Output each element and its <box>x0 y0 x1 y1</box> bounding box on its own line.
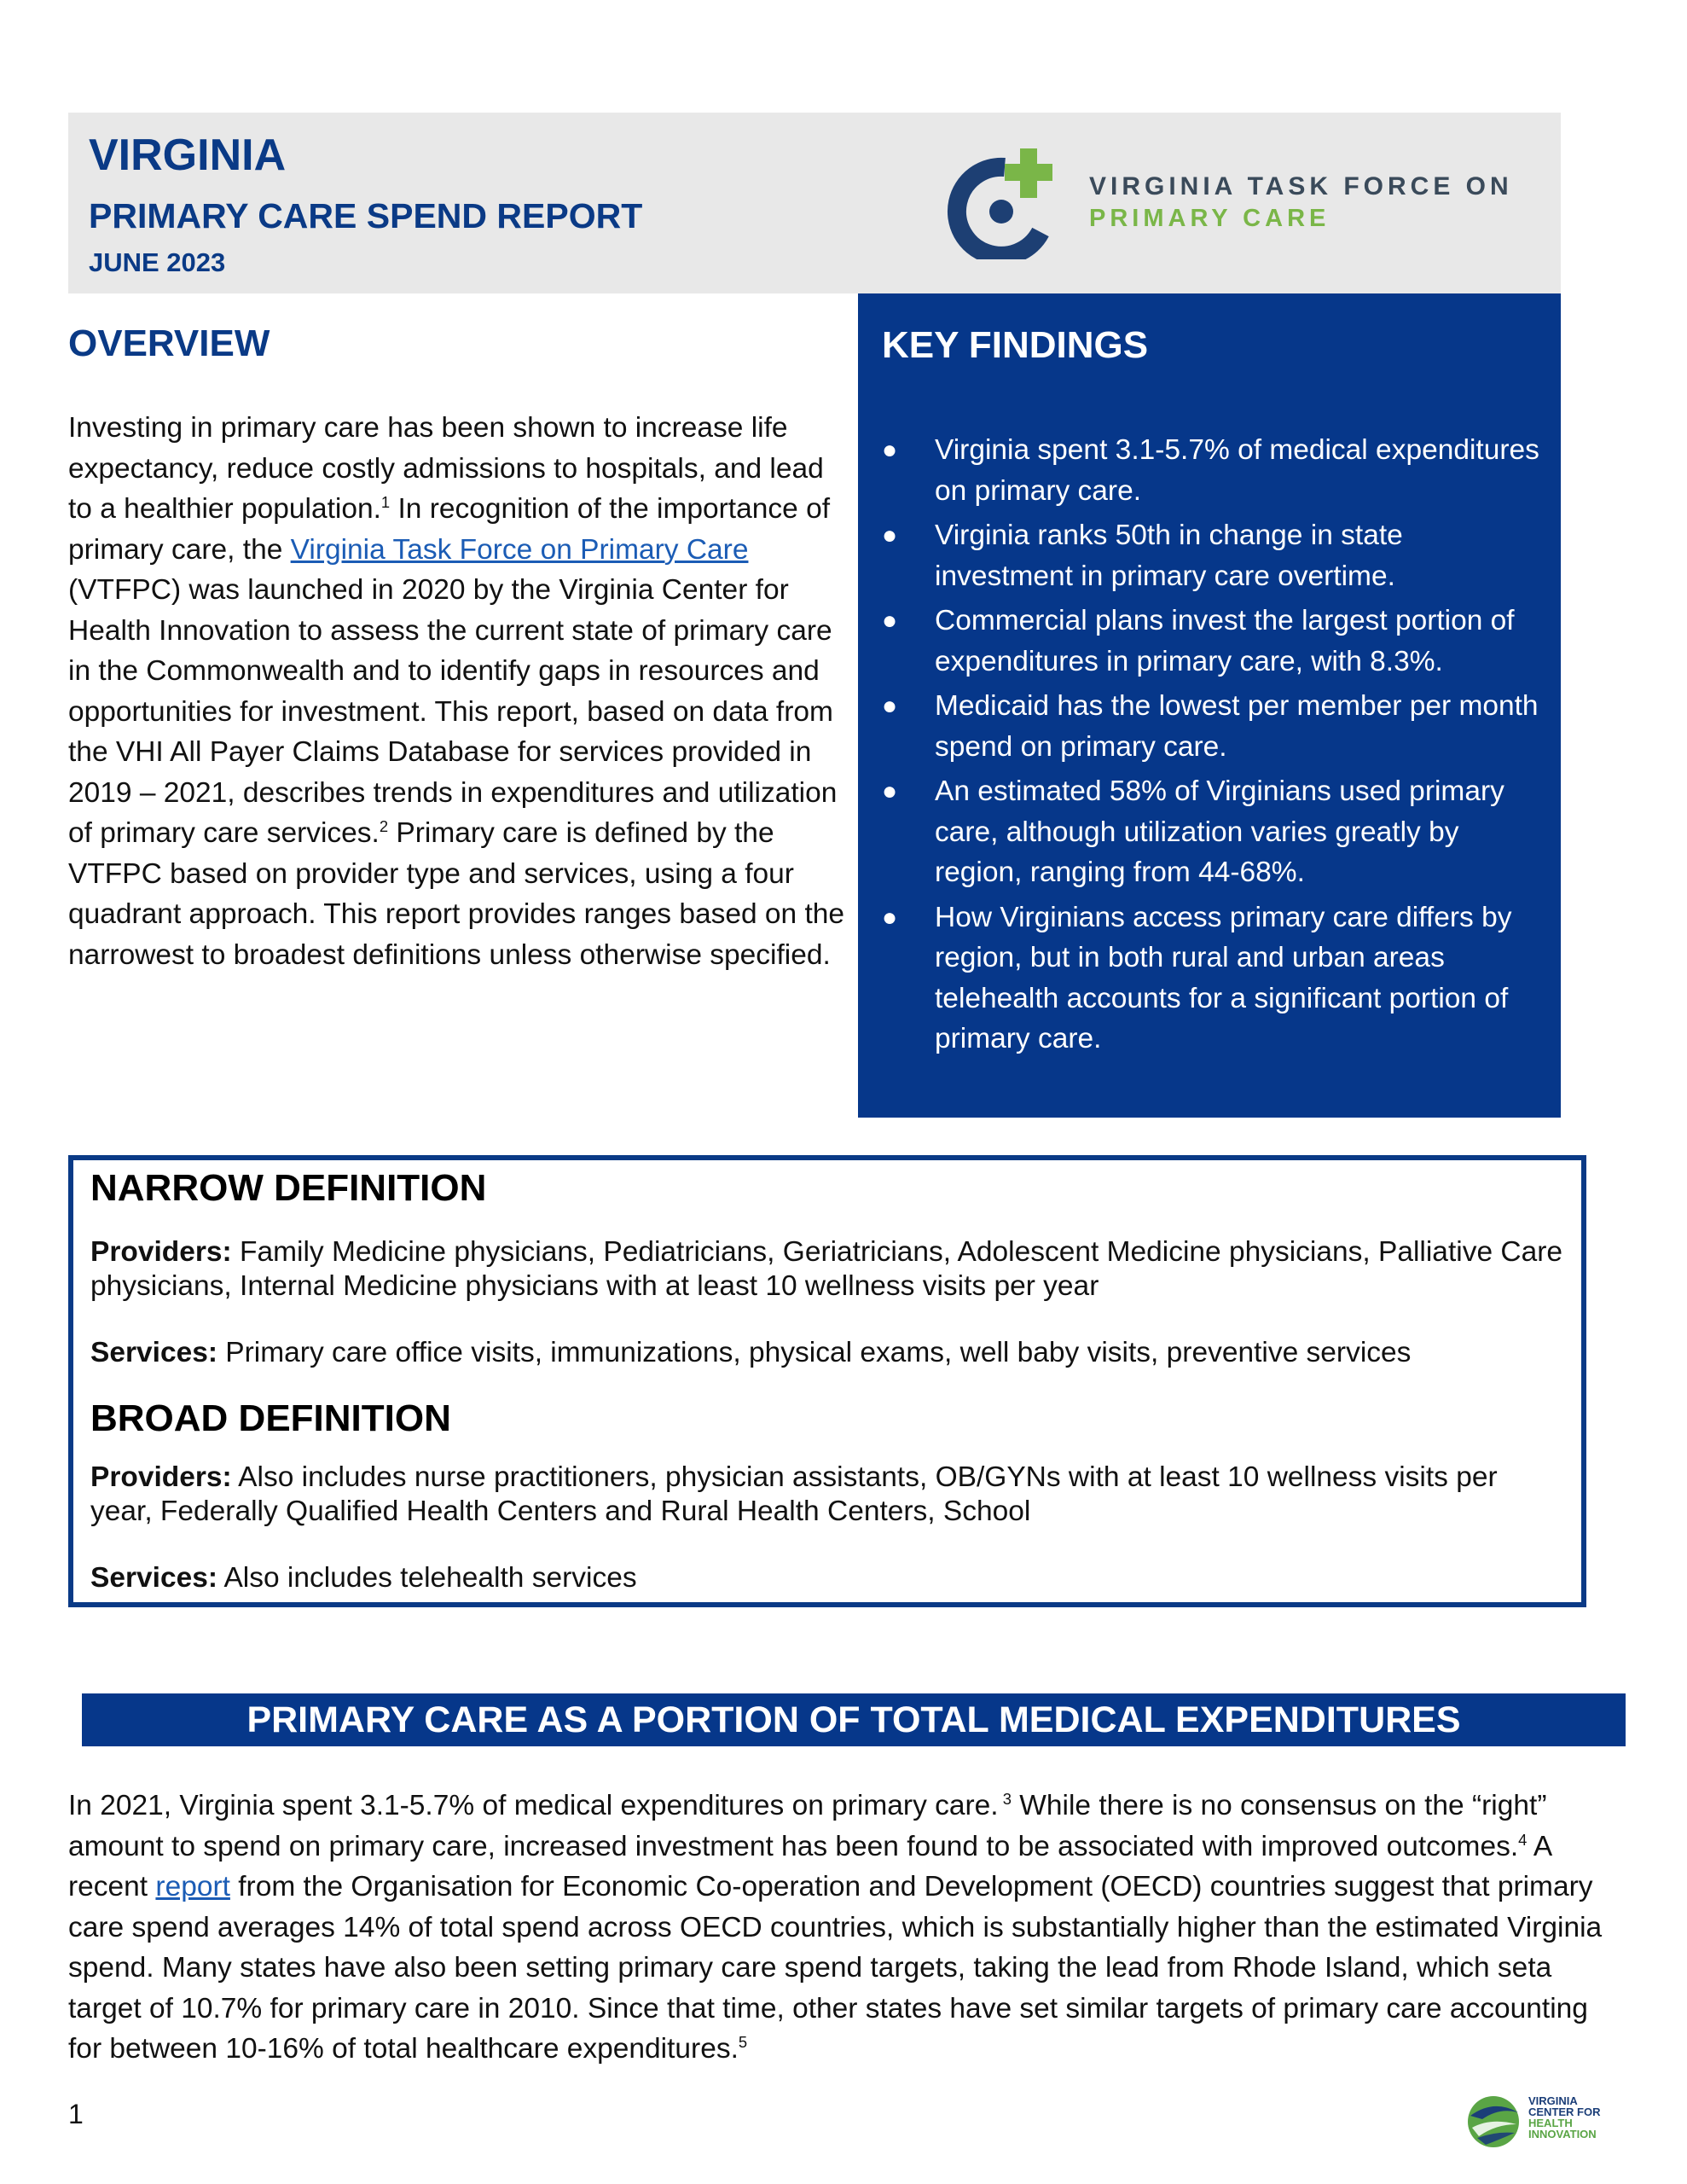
task-force-link[interactable]: Virginia Task Force on Primary Care <box>290 533 749 566</box>
finding-text: Medicaid has the lowest per member per month spend on primary care. <box>935 690 1539 763</box>
providers-text: Also includes nurse practitioners, physician assistants, OB/GYNs with at least 10 wellness visits per year, Federally Qualified Health Centers and Rural Health Centers, School <box>90 1461 1498 1527</box>
finding-text: Virginia ranks 50th in change in state investment in primary care overtime. <box>935 520 1403 592</box>
report-title: PRIMARY CARE SPEND REPORT <box>89 196 643 235</box>
list-item <box>882 430 1547 511</box>
overview-paragraph <box>68 408 853 975</box>
section-title: PRIMARY CARE AS A PORTION OF TOTAL MEDICAL EXPENDITURES <box>246 1699 1461 1740</box>
finding-text: Virginia spent 3.1-5.7% of medical expenditures on primary care. <box>935 434 1539 507</box>
narrow-definition-heading: NARROW DEFINITION <box>90 1167 487 1209</box>
vchi-logo-icon <box>1465 2094 1525 2150</box>
services-text: Also includes telehealth services <box>217 1562 637 1594</box>
list-item <box>882 515 1547 596</box>
logo-text-line: CENTER FOR <box>1528 2106 1601 2118</box>
logo-text-line: VIRGINIA <box>1528 2094 1578 2107</box>
key-findings-heading: KEY FINDINGS <box>882 324 1149 366</box>
section-text-b: While there is no consensus on the “right” amount to spend on primary care, increased investment has been found to be associated with improved outcomes. <box>68 1790 1547 1862</box>
key-findings-list <box>882 430 1547 1064</box>
task-force-logo-icon <box>938 148 1075 259</box>
overview-text-d: Primary care is defined by the VTFPC based on provider type and services, using a four quadrant approach. This report provides ranges based on the narrowest to broadest definitions unless otherwise specified. <box>68 817 845 971</box>
services-label: Services: <box>90 1337 217 1368</box>
list-item <box>882 771 1547 893</box>
overview-heading: OVERVIEW <box>68 322 270 364</box>
bullet-icon: ● <box>882 436 898 464</box>
oecd-report-link[interactable]: report <box>155 1871 230 1902</box>
section-text-c: A recent <box>68 1830 1551 1902</box>
footnote-ref-2: 2 <box>379 816 389 835</box>
logo-text-line: INNOVATION <box>1528 2128 1597 2140</box>
services-text: Primary care office visits, immunizations, physical exams, well baby visits, preventive services <box>217 1337 1412 1368</box>
vchi-logo-text <box>1528 2095 1601 2140</box>
bullet-icon: ● <box>882 777 898 805</box>
providers-text: Family Medicine physicians, Pediatricians, Geriatricians, Adolescent Medicine physicians, Palliative Care physicians, Internal Medicine physicians with at least 10 wellness visits per year <box>90 1236 1562 1302</box>
logo-text-line2: PRIMARY CARE <box>1089 205 1330 232</box>
finding-text: How Virginians access primary care differs by region, but in both rural and urban areas telehealth accounts for a significant portion of primary care. <box>935 901 1512 1054</box>
overview-text-b: In recognition of the importance of primary care, the <box>68 493 831 566</box>
finding-text: An estimated 58% of Virginians used primary care, although utilization varies greatly by region, ranging from 44-68%. <box>935 775 1504 888</box>
section-text-a: In 2021, Virginia spent 3.1-5.7% of medical expenditures on primary care. <box>68 1790 999 1821</box>
footnote-ref-1: 1 <box>380 492 391 511</box>
bullet-icon: ● <box>882 607 898 635</box>
footnote-ref-3: 3 <box>998 1789 1012 1808</box>
broad-definition-heading: BROAD DEFINITION <box>90 1397 451 1439</box>
bullet-icon: ● <box>882 692 898 720</box>
providers-label: Providers: <box>90 1236 232 1268</box>
key-findings-panel <box>858 293 1561 1118</box>
broad-providers <box>90 1461 1566 1529</box>
providers-label: Providers: <box>90 1461 232 1493</box>
list-item <box>882 897 1547 1060</box>
logo-text-line: HEALTH <box>1528 2117 1573 2129</box>
narrow-services <box>90 1336 1566 1370</box>
list-item <box>882 601 1547 682</box>
narrow-providers <box>90 1235 1566 1304</box>
services-label: Services: <box>90 1562 217 1594</box>
bullet-icon: ● <box>882 903 898 932</box>
overview-text-a: Investing in primary care has been shown to increase life expectancy, reduce costly admissions to hospitals, and lead to a healthier population. <box>68 412 824 525</box>
footnote-ref-5: 5 <box>738 2032 748 2051</box>
section-paragraph <box>68 1786 1620 2070</box>
section-text-d: from the Organisation for Economic Co-operation and Development (OECD) countries suggest that primary care spend averages 14% of total spend across OECD countries, which is substantially higher than the estimated Virginia spend. Many states have also been setting primary care spend targets, taking the lead from Rhode Island, which seta target of 10.7% for primary care in 2010. Since that time, other states have set similar targets of primary care accounting for between 10-16% of total healthcare expenditures. <box>68 1871 1603 2065</box>
finding-text: Commercial plans invest the largest portion of expenditures in primary care, with 8.3%. <box>935 605 1515 677</box>
logo-text-line1: VIRGINIA TASK FORCE ON <box>1089 172 1513 200</box>
bullet-icon: ● <box>882 521 898 549</box>
report-date: JUNE 2023 <box>89 247 226 277</box>
section-header-band <box>82 1693 1626 1746</box>
broad-services <box>90 1561 1566 1595</box>
definitions-box <box>68 1155 1586 1607</box>
footnote-ref-4: 4 <box>1518 1830 1528 1849</box>
report-header <box>68 113 1561 293</box>
page-number: 1 <box>68 2099 84 2129</box>
overview-text-c: (VTFPC) was launched in 2020 by the Virginia Center for Health Innovation to assess the current state of primary care in the Commonwealth and to identify gaps in resources and opportunities for investment. This report, based on data from the VHI All Payer Claims Database for services provided in 2019 – 2021, describes trends in expenditures and utilization of primary care services. <box>68 574 838 849</box>
state-title: VIRGINIA <box>89 131 287 180</box>
list-item <box>882 686 1547 767</box>
